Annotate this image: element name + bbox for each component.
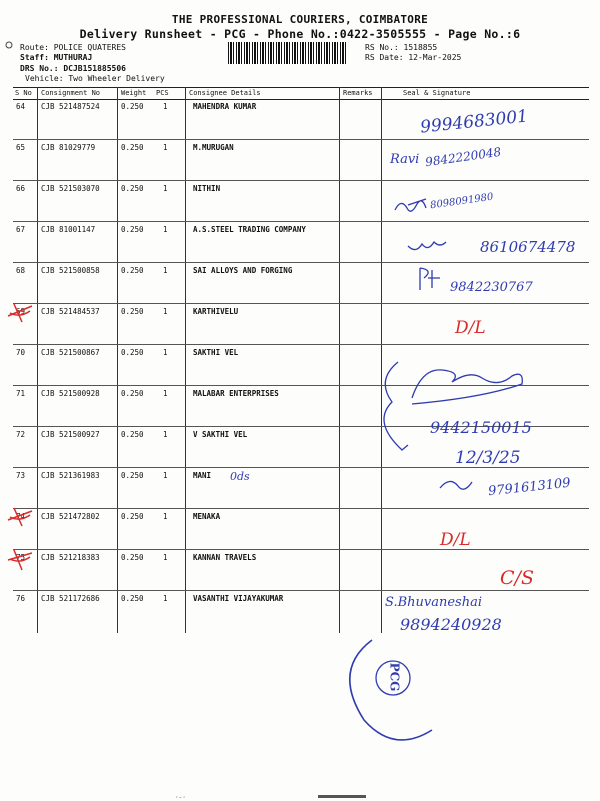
- row-sno: 76: [16, 594, 26, 603]
- row-sno: 64: [16, 102, 26, 111]
- row-weight: 0.250: [121, 348, 144, 357]
- row-consignee: MAHENDRA KUMAR: [193, 102, 257, 111]
- row-consignee: MALABAR ENTERPRISES: [193, 389, 279, 398]
- row-weight: 0.250: [121, 225, 144, 234]
- col-seal: Seal & Signature: [403, 89, 471, 97]
- row-pcs: 1: [163, 266, 168, 275]
- row-sno: 67: [16, 225, 26, 234]
- row-pcs: 1: [163, 471, 168, 480]
- col-remarks: Remarks: [343, 89, 373, 97]
- row-consignee: M.MURUGAN: [193, 143, 234, 152]
- row-pcs: 1: [163, 553, 168, 562]
- row-sno: 72: [16, 430, 26, 439]
- row-pcs: 1: [163, 348, 168, 357]
- stamp-text: PCG: [387, 662, 402, 692]
- row-consignment: CJB 521484537: [41, 307, 100, 316]
- signature-row-66: 8098091980: [429, 191, 495, 212]
- row-sno: 66: [16, 184, 26, 193]
- row-consignee: MENAKA: [193, 512, 221, 521]
- row-sno: 70: [16, 348, 26, 357]
- cross-mark-row-74: [8, 508, 32, 526]
- cross-mark-row-75: [8, 550, 32, 570]
- row-consignee: SAI ALLOYS AND FORGING: [193, 266, 293, 275]
- row-consignee: SAKTHI VEL: [193, 348, 239, 357]
- signature-row-72-phone: 9442150015: [430, 418, 532, 437]
- signature-scribble-row-68: [420, 268, 440, 290]
- signature-scribble-row-70-71: [412, 370, 522, 404]
- col-consignee: Consignee Details: [189, 89, 261, 97]
- row-weight: 0.250: [121, 471, 144, 480]
- row-consignee: V SAKTHI VEL: [193, 430, 248, 439]
- vehicle-label: Vehicle: Two Wheeler Delivery: [25, 74, 165, 83]
- scan-speck: ·-·: [175, 794, 186, 801]
- row-pcs: 1: [163, 102, 168, 111]
- row-pcs: 1: [163, 430, 168, 439]
- remark-row-74: D/L: [440, 530, 471, 550]
- row-weight: 0.250: [121, 184, 144, 193]
- row-consignment: CJB 521500858: [41, 266, 100, 275]
- row-pcs: 1: [163, 143, 168, 152]
- runsheet-subtitle: Delivery Runsheet - PCG - Phone No.:0422-3505555 - Page No.:6: [79, 27, 521, 41]
- row-consignee: MANI: [193, 471, 212, 480]
- row-pcs: 1: [163, 184, 168, 193]
- remark-row-69: D/L: [455, 318, 486, 338]
- row-consignment: CJB 521172686: [41, 594, 100, 603]
- row-weight: 0.250: [121, 553, 144, 562]
- remark-row-73: 0ds: [230, 470, 250, 483]
- col-pcs: PCS: [156, 89, 169, 97]
- drs-number: DCJB151885506: [63, 64, 126, 73]
- signature-scribble-row-73: [440, 481, 472, 489]
- row-weight: 0.250: [121, 143, 144, 152]
- bracket-row-70-72: [384, 362, 408, 450]
- staff-label: Staff:: [20, 53, 49, 62]
- company-title: THE PROFESSIONAL COURIERS, COIMBATORE: [171, 13, 429, 26]
- row-weight: 0.250: [121, 102, 144, 111]
- scan-artifact: [318, 795, 366, 798]
- signature-scribble-row-67: [408, 242, 446, 250]
- row-consignment: CJB 521500867: [41, 348, 100, 357]
- row-pcs: 1: [163, 389, 168, 398]
- row-sno: 69: [16, 307, 26, 316]
- row-consignee: A.S.STEEL TRADING COMPANY: [193, 225, 306, 234]
- route-label: Route: POLICE QUATERES: [20, 43, 126, 52]
- col-weight: Weight: [121, 89, 147, 97]
- remark-row-75: C/S: [500, 567, 534, 589]
- row-consignment: CJB 521500928: [41, 389, 100, 398]
- signature-row-76-name: S.Bhuvaneshai: [385, 595, 482, 610]
- row-pcs: 1: [163, 594, 168, 603]
- row-weight: 0.250: [121, 389, 144, 398]
- signature-row-67: 8610674478: [480, 238, 576, 256]
- row-consignment: CJB 521361983: [41, 471, 100, 480]
- row-consignment: CJB 521503070: [41, 184, 100, 193]
- row-consignment: CJB 521500927: [41, 430, 100, 439]
- signature-row-73: 9791613109: [487, 475, 572, 500]
- cross-mark-row-69: [8, 304, 32, 322]
- row-sno: 68: [16, 266, 26, 275]
- row-consignment: CJB 81029779: [41, 143, 96, 152]
- row-weight: 0.250: [121, 307, 144, 316]
- rs-date: RS Date: 12-Mar-2025: [365, 53, 462, 62]
- row-consignment: CJB 81001147: [41, 225, 96, 234]
- signature-row-65-phone: 9842220048: [424, 144, 502, 170]
- staff-name: MUTHURAJ: [53, 53, 93, 62]
- signature-row-68: 9842230767: [450, 280, 533, 295]
- col-sno: S No: [15, 89, 32, 97]
- row-cancel-marks: [8, 304, 32, 570]
- row-weight: 0.250: [121, 430, 144, 439]
- signature-row-76-phone: 9894240928: [400, 615, 502, 634]
- row-sno: 75: [16, 553, 26, 562]
- row-weight: 0.250: [121, 594, 144, 603]
- rs-number: RS No.: 1518855: [365, 43, 438, 52]
- row-consignee: VASANTHI VIJAYAKUMAR: [193, 594, 284, 603]
- row-pcs: 1: [163, 307, 168, 316]
- signature-scribble-row-66: [395, 199, 426, 211]
- row-sno: 74: [16, 512, 26, 521]
- row-sno: 73: [16, 471, 26, 480]
- signature-row-72-date: 12/3/25: [455, 448, 521, 468]
- row-weight: 0.250: [121, 512, 144, 521]
- row-sno: 65: [16, 143, 26, 152]
- row-pcs: 1: [163, 225, 168, 234]
- signature-row-65-name: Ravi: [390, 152, 420, 167]
- signature-row-64: 9994683001: [419, 106, 529, 138]
- col-consignment: Consignment No: [41, 89, 101, 97]
- row-consignment: CJB 521218383: [41, 553, 100, 562]
- row-sno: 71: [16, 389, 26, 398]
- row-consignment: CJB 521472802: [41, 512, 100, 521]
- blue-scribbles: [384, 199, 522, 489]
- row-consignee: NITHIN: [193, 184, 221, 193]
- row-pcs: 1: [163, 512, 168, 521]
- row-consignee: KANNAN TRAVELS: [193, 553, 257, 562]
- row-weight: 0.250: [121, 266, 144, 275]
- row-consignment: CJB 521487524: [41, 102, 100, 111]
- drs-label: DRS No.:: [20, 64, 59, 73]
- row-consignee: KARTHIVELU: [193, 307, 239, 316]
